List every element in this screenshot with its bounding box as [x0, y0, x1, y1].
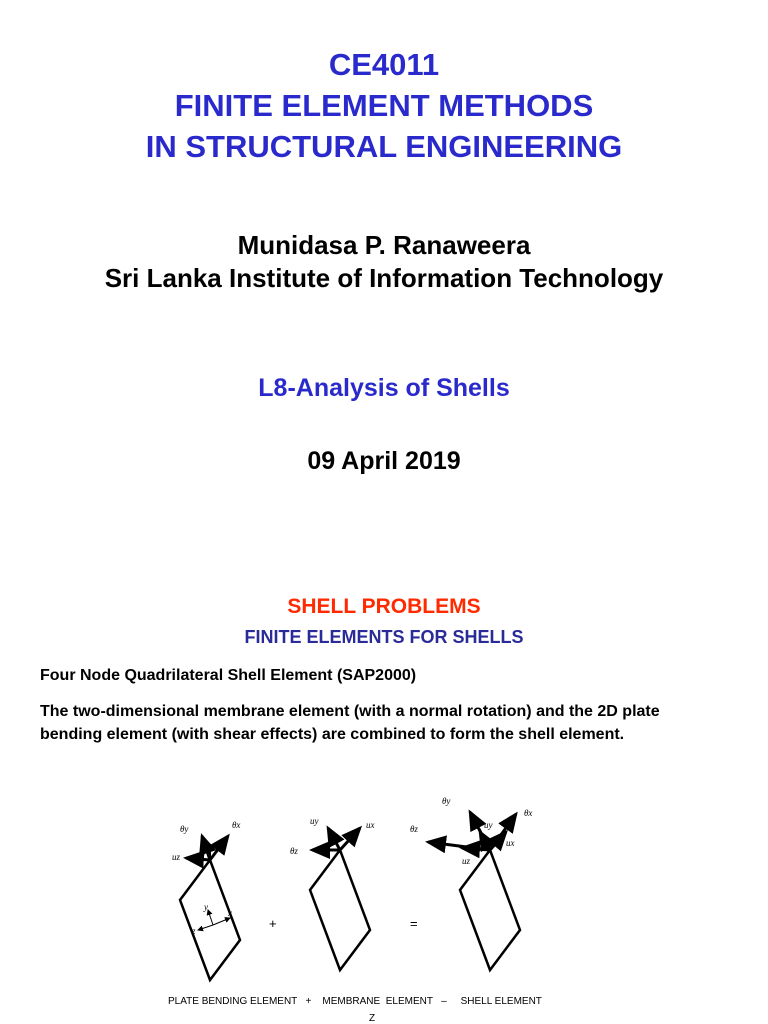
membrane-ux-label: ux: [366, 820, 375, 830]
shell-theta-y-label: θy: [442, 796, 451, 806]
shell-element-shape: [460, 850, 520, 970]
course-title-line2: IN STRUCTURAL ENGINEERING: [145, 129, 623, 164]
shell-element: [410, 796, 532, 970]
plus-sign: +: [269, 916, 277, 931]
membrane-element-shape: [310, 850, 370, 970]
lecture-date: 09 April 2019: [307, 447, 461, 475]
section-heading: SHELL PROBLEMS: [287, 595, 481, 618]
title-block: [0, 44, 768, 167]
shell-node-dof-arrows: [428, 812, 516, 850]
shell-uy-label: uy: [484, 820, 493, 830]
plate-theta-x-label: θx: [232, 820, 241, 830]
plate-element-shape: [180, 860, 240, 980]
course-title-line1: FINITE ELEMENT METHODS: [174, 88, 594, 123]
plate-axis-z-label: z: [192, 926, 196, 936]
plate-axis-y-label: y: [204, 902, 208, 912]
shell-element-diagram: [0, 780, 768, 1024]
course-code: CE4011: [328, 47, 440, 82]
equals-sign: =: [410, 916, 418, 931]
diagram-bottom-label: Z: [369, 1013, 376, 1024]
shell-theta-z-label: θz: [410, 824, 418, 834]
plate-local-axes: [198, 910, 230, 930]
section-subheading: FINITE ELEMENTS FOR SHELLS: [244, 627, 524, 647]
membrane-element: [290, 816, 375, 970]
membrane-uy-label: uy: [310, 816, 319, 826]
membrane-node-dof-arrows: [312, 828, 360, 850]
shell-theta-x-label: θx: [524, 808, 533, 818]
plate-node-dof-arrows: [186, 836, 228, 860]
description-paragraph: The two-dimensional membrane element (with a normal rotation) and the 2D plate bending element (with shear effects) are combined to form the shell element.: [40, 703, 660, 743]
author-block: [0, 229, 768, 295]
plate-axis-x-label: x: [228, 908, 232, 918]
plate-theta-y-label: θy: [180, 824, 189, 834]
plate-uz-label: uz: [172, 852, 181, 862]
membrane-theta-z-label: θz: [290, 846, 298, 856]
shell-uz-label: uz: [462, 856, 471, 866]
author-institution: Sri Lanka Institute of Information Technology: [104, 263, 664, 293]
author-name: Munidasa P. Ranaweera: [237, 230, 531, 260]
diagram-caption: PLATE BENDING ELEMENT + MEMBRANE ELEMENT – SHELL ELEMENT: [168, 996, 542, 1007]
lecture-title: L8-Analysis of Shells: [258, 374, 510, 402]
plate-bending-element: [172, 820, 240, 980]
shell-ux-label: ux: [506, 838, 515, 848]
element-title: Four Node Quadrilateral Shell Element (SAP2000): [40, 667, 417, 684]
